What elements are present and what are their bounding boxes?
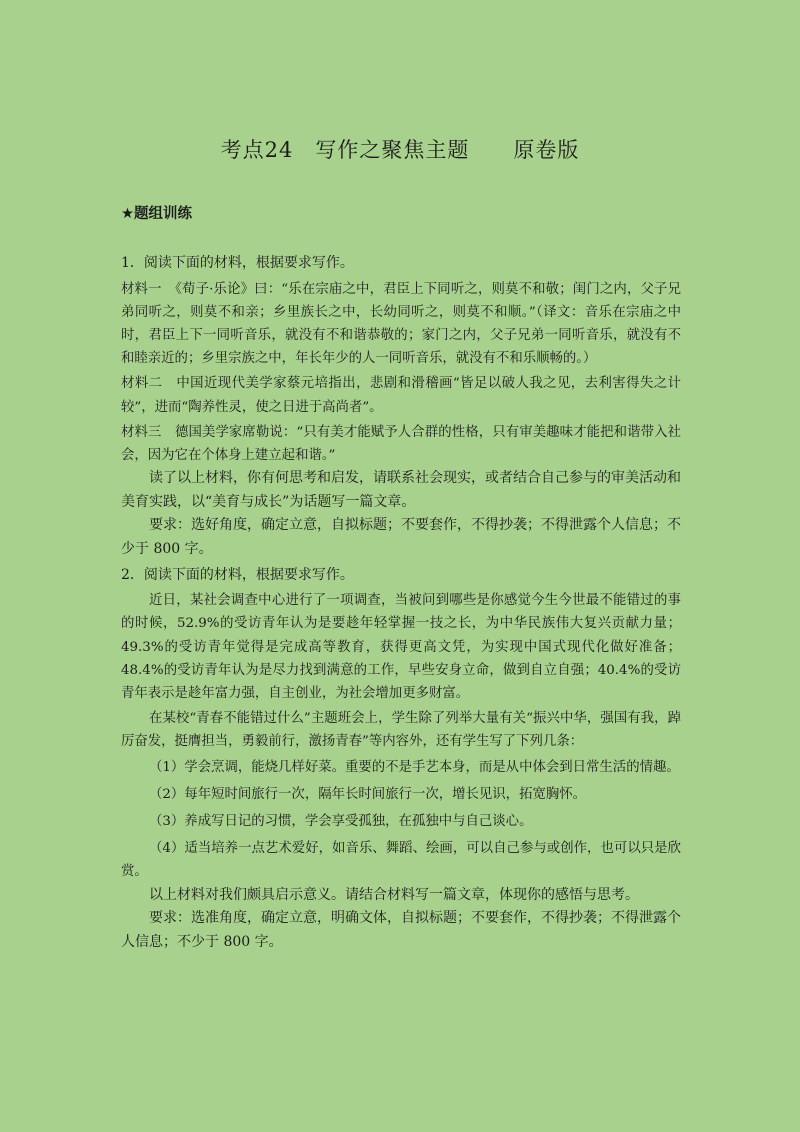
question-2-list-item: （3）养成写日记的习惯，学会享受孤独，在孤独中与自己谈心。 <box>149 814 533 830</box>
question-2-list-item: （1）学会烹调，能烧几样好菜。重要的不是手艺本身，而是从中体会到日常生活的情趣。 <box>149 759 680 775</box>
question-2-survey-paragraph: 近日，某社会调查中心进行了一项调查，当被问到哪些是你感觉今生今世最不能错过的事的时候，52.9%的受访青年认为是要趁年轻掌握一技之长，为中华民族伟大复兴贡献力量；49.3%的受访青年觉得是完成高等教育，获得更高文凭，为实现中国式现代化做好准备；48.4%的受访青年认为是尽力找到满意的工作，早些安身立命，做到自立自强；40.4%的受访青年表示是趁年富力强，自主创业，为社会增加更多财富。 <box>121 593 681 701</box>
question-2-requirements: 要求：选准角度，确定立意，明确文体，自拟标题；不要套作，不得抄袭；不得泄露个人信息；不少于 800 字。 <box>121 910 681 950</box>
question-2-class-meeting-paragraph: 在某校“青春不能错过什么”主题班会上，学生除了列举大量有关“振兴中华，强国有我，踔厉奋发，挺膺担当，勇毅前行，激扬青春”等内容外，还有学生写了下列几条： <box>121 711 681 750</box>
question-1-material-2: 材料二 中国近现代美学家蔡元培指出，悲剧和滑稽画“皆足以破人我之见，去利害得失之计较”，进而“陶养性灵，使之日进于高尚者”。 <box>121 376 681 415</box>
page-title: 考点24 写作之聚焦主题 原卷版 <box>220 138 580 162</box>
question-1-requirements: 要求：选好角度，确定立意，自拟标题；不要套作，不得抄袭；不得泄露个人信息；不少于 800 字。 <box>121 517 681 557</box>
question-1-title: 1．阅读下面的材料，根据要求写作。 <box>121 255 354 271</box>
document-body <box>121 250 681 954</box>
question-1-material-1: 材料一 《荀子·乐论》曰：“乐在宗庙之中，君臣上下同听之，则莫不和敬；闺门之内，父子兄弟同听之，则莫不和亲；乡里族长之中，长幼同听之，则莫不和顺。”（译文：音乐在宗庙之中时，君臣上下一同听音乐，就没有不和谐恭敬的；家门之内，父子兄弟一同听音乐，就没有不和睦亲近的；乡里宗族之中，年长年少的人一同听音乐，就没有不和乐顺畅的。） <box>121 281 681 367</box>
question-2-list-item: （4）适当培养一点艺术爱好，如音乐、舞蹈、绘画，可以自己参与或创作，也可以只是欣赏。 <box>121 841 681 880</box>
question-2-list-item: （2）每年短时间旅行一次，隔年长时间旅行一次，增长见识，拓宽胸怀。 <box>149 786 587 802</box>
question-1-prompt: 读了以上材料，你有何思考和启发，请联系社会现实，或者结合自己参与的审美活动和美育实践，以“美育与成长”为话题写一篇文章。 <box>121 470 681 510</box>
question-1-material-3: 材料三 德国美学家席勒说：“只有美才能赋予人合群的性格，只有审美趣味才能把和谐带入社会，因为它在个体身上建立起和谐。” <box>121 424 681 464</box>
question-2-conclusion: 以上材料对我们颇具启示意义。请结合材料写一篇文章，体现你的感悟与思考。 <box>149 886 639 903</box>
question-2-title: 2．阅读下面的材料，根据要求写作。 <box>121 566 354 583</box>
section-heading: ★题组训练 <box>121 206 192 222</box>
